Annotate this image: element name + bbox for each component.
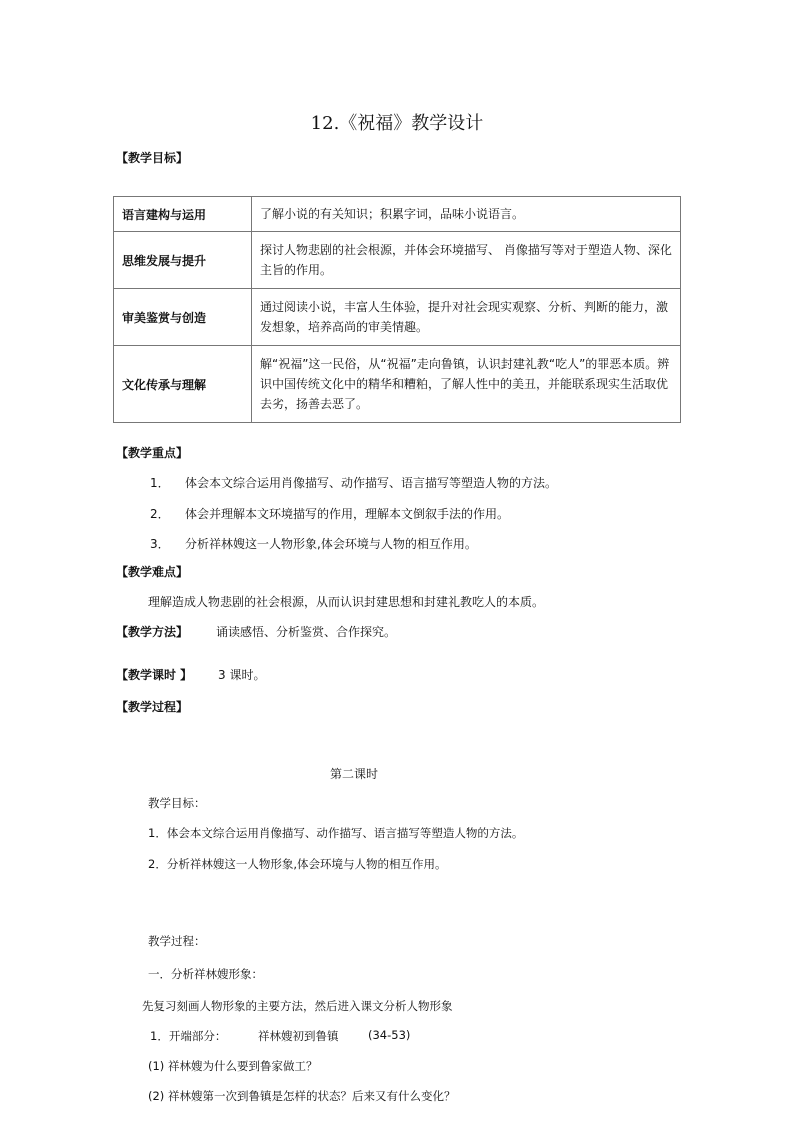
objective-label: 语言建构与运用 (114, 197, 252, 232)
section-intro: 先复习刻画人物形象的主要方法，然后进入课文分析人物形象 (142, 999, 453, 1013)
difficulty-heading: 【教学难点】 (116, 565, 189, 579)
objective-desc: 解“祝福”这一民俗，从“祝福”走向鲁镇，认识封建礼教“吃人”的罪恶本质。辨识中国传统文化中的精华和糟粕，了解人性中的美丑，并能联系现实生活取优去劣，扬善去恶了。 (252, 346, 681, 423)
objective-desc: 通过阅读小说，丰富人生体验，提升对社会现实观察、分析、判断的能力，激发想象，培养高尚的审美情趣。 (252, 289, 681, 346)
part-label: 1．开端部分： (150, 1029, 227, 1043)
table-row (114, 289, 681, 346)
lesson-goals-label: 教学目标： (148, 796, 206, 810)
section-heading: 一．分析祥林嫂形象： (148, 967, 263, 981)
objective-label: 思维发展与提升 (114, 232, 252, 289)
objectives-heading: 【教学目标】 (116, 151, 189, 165)
part-text: 祥林嫂初到鲁镇 (258, 1029, 339, 1043)
key-point-number: 1． (150, 476, 170, 490)
key-point-text: 体会并理解本文环境描写的作用，理解本文倒叙手法的作用。 (185, 507, 510, 521)
table-row (114, 346, 681, 423)
document-title: 12.《祝福》教学设计 (310, 113, 484, 134)
table-row (114, 232, 681, 289)
lesson-title: 第二课时 (330, 767, 379, 781)
objective-desc: 了解小说的有关知识；积累字词，品味小说语言。 (252, 197, 681, 232)
key-point-text: 分析祥林嫂这一人物形象,体会环境与人物的相互作用。 (185, 537, 477, 551)
lesson-process-label: 教学过程： (148, 934, 206, 948)
methods-heading: 【教学方法】 (116, 625, 189, 639)
key-points-heading: 【教学重点】 (116, 446, 189, 460)
question-item: (2) 祥林嫂第一次到鲁镇是怎样的状态？后来又有什么变化？ (148, 1089, 456, 1103)
process-heading: 【教学过程】 (116, 700, 189, 714)
hours-text: 3 课时。 (218, 668, 266, 682)
objectives-table (113, 196, 681, 423)
lesson-goal-item: 1．体会本文综合运用肖像描写、动作描写、语言描写等塑造人物的方法。 (148, 826, 524, 840)
methods-text: 诵读感悟、分析鉴赏、合作探究。 (216, 625, 397, 639)
key-point-number: 3． (150, 537, 170, 551)
key-point-number: 2． (150, 507, 170, 521)
key-point-text: 体会本文综合运用肖像描写、动作描写、语言描写等塑造人物的方法。 (185, 476, 558, 490)
objective-label: 审美鉴赏与创造 (114, 289, 252, 346)
question-item: (1) 祥林嫂为什么要到鲁家做工？ (148, 1059, 318, 1073)
objective-desc: 探讨人物悲剧的社会根源，并体会环境描写、 肖像描写等对于塑造人物、深化主旨的作用。 (252, 232, 681, 289)
table-row (114, 197, 681, 232)
part-range: (34-53) (368, 1028, 411, 1042)
lesson-goal-item: 2．分析祥林嫂这一人物形象,体会环境与人物的相互作用。 (148, 857, 447, 871)
hours-heading: 【教学课时 】 (116, 668, 193, 682)
difficulty-text: 理解造成人物悲剧的社会根源，从而认识封建思想和封建礼教吃人的本质。 (148, 595, 545, 609)
objective-label: 文化传承与理解 (114, 346, 252, 423)
